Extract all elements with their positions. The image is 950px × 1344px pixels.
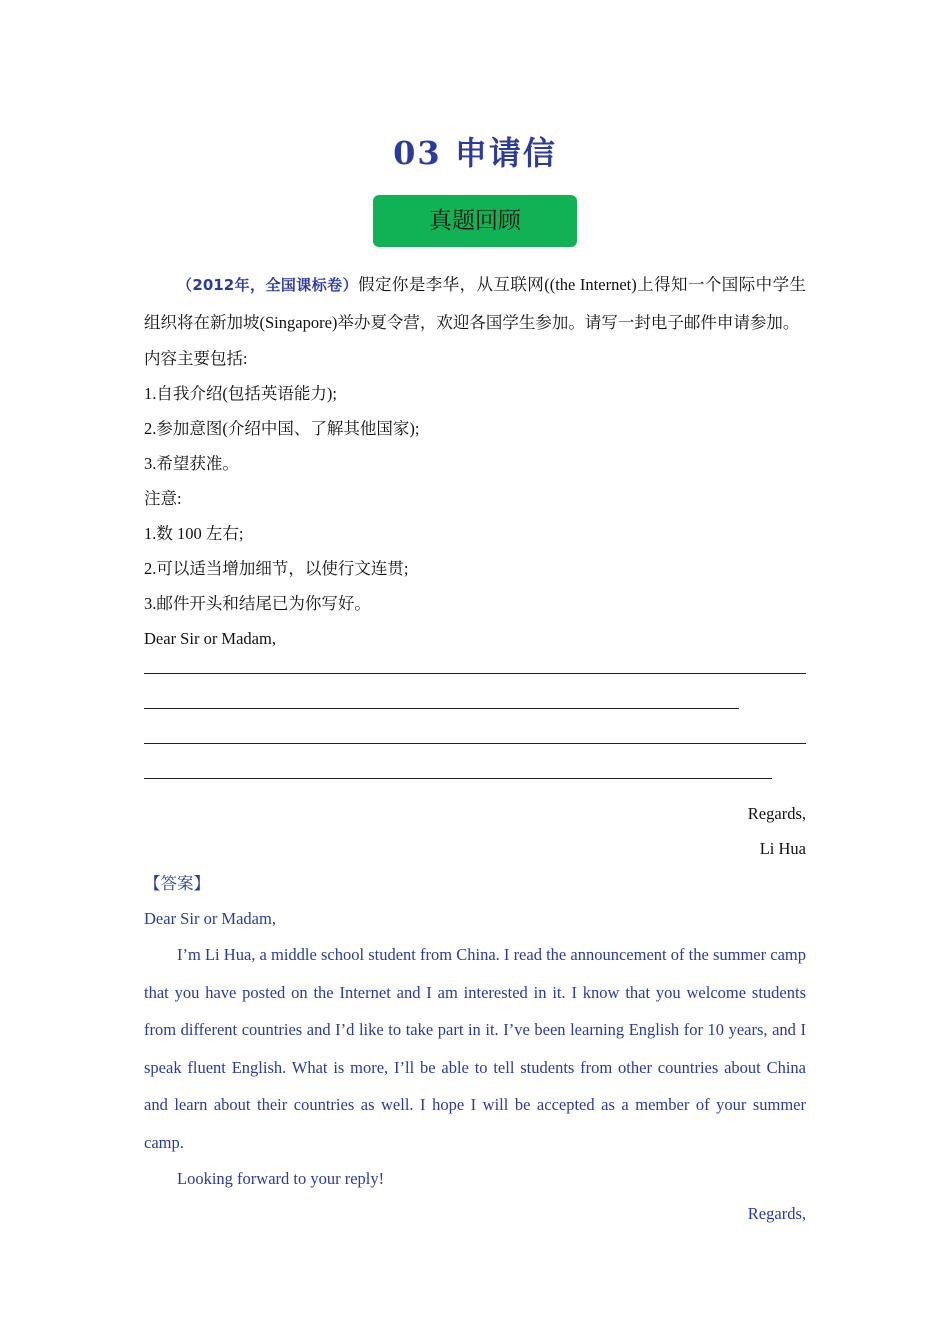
answer-closing-line: Looking forward to your reply! — [177, 1169, 385, 1188]
content-item: 1.自我介绍(包括英语能力); — [144, 384, 337, 403]
notes-intro: 注意: — [144, 489, 182, 508]
content-item: 2.参加意图(介绍中国、了解其他国家); — [144, 419, 420, 438]
question-prompt-text: 假定你是李华，从互联网((the Internet)上得知一个国际中学生组织将在新加坡(Singapore)举办夏令营，欢迎各国学生参加。请写一封电子邮件申请参加。 — [144, 275, 807, 332]
answer-body: I’m Li Hua, a middle school student from China. I read the announcement of the summer camp that you have posted on the Internet and I am interested in it. I know that you welcome students from different countries and I’d like to take part in it. I’ve been learning English for 10 years, and I speak fluent English. What is more, I’ll be able to tell students from other countries about China and learn about their countries as well. I hope I will be accepted as a member of your summer camp. — [144, 945, 806, 1152]
content-item: 3.希望获准。 — [144, 454, 239, 473]
answer-blank-line — [144, 761, 806, 796]
letter-closing: Regards, — [747, 804, 806, 823]
content-intro: 内容主要包括: — [144, 349, 248, 368]
answer-blank-line — [144, 656, 806, 691]
answer-label: 【答案】 — [144, 874, 210, 893]
section-badge: 真题回顾 — [373, 195, 577, 247]
question-source: （2012年，全国课标卷） — [177, 276, 359, 294]
notes-item: 3.邮件开头和结尾已为你写好。 — [144, 594, 371, 613]
answer-closing: Regards, — [747, 1204, 806, 1223]
question-prompt — [144, 266, 806, 341]
answer-blank-line — [144, 691, 806, 726]
notes-item: 1.数 100 左右; — [144, 524, 244, 543]
letter-signature: Li Hua — [759, 839, 806, 858]
answer-greeting: Dear Sir or Madam, — [144, 909, 276, 928]
document-body — [144, 266, 806, 1231]
answer-blank-line — [144, 726, 806, 761]
notes-item: 2.可以适当增加细节，以使行文连贯; — [144, 559, 409, 578]
page-title: 03 申请信 — [393, 134, 557, 172]
letter-greeting: Dear Sir or Madam, — [144, 629, 276, 648]
